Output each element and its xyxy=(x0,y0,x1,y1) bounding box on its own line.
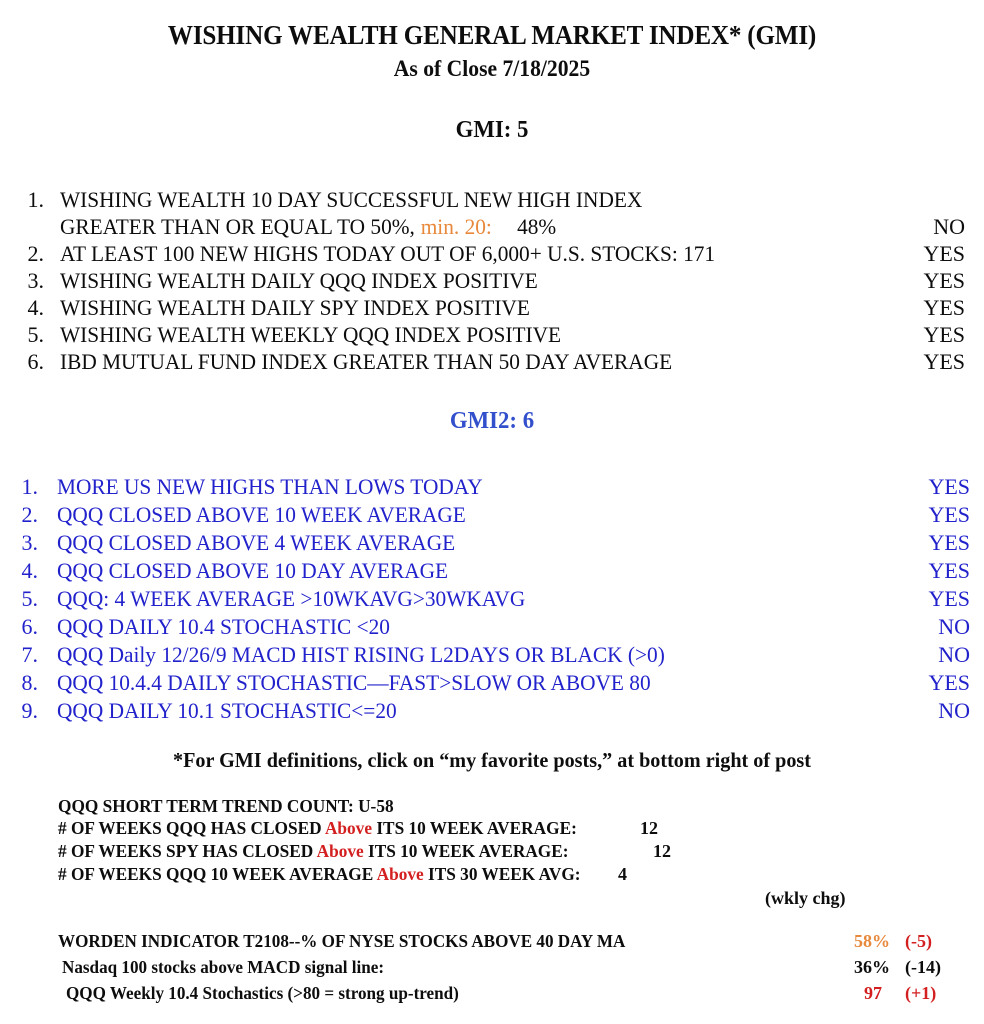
report-header xyxy=(0,20,984,84)
list-item-answer: YES xyxy=(928,670,970,695)
list-item-number: 3. xyxy=(27,268,44,293)
list-item-answer: NO xyxy=(938,642,970,667)
worden-indicator-change: (-5) xyxy=(905,931,932,951)
weeks-qqq-value: 12 xyxy=(640,818,658,838)
list-item-answer: YES xyxy=(923,322,965,347)
page-subtitle: As of Close 7/18/2025 xyxy=(393,56,591,81)
qqq-weekly-stochastics-change: (+1) xyxy=(905,983,937,1003)
list-item xyxy=(0,669,984,697)
page-title: WISHING WEALTH GENERAL MARKET INDEX* (GMI) xyxy=(167,20,817,50)
list-item-number: 6. xyxy=(21,614,38,639)
above-highlight: Above xyxy=(376,864,424,884)
weeks-spy-prefix: # OF WEEKS SPY HAS CLOSED xyxy=(58,841,317,861)
gmi-criteria-list xyxy=(0,186,984,375)
list-item-answer: NO xyxy=(933,214,965,239)
indicator-row xyxy=(0,928,984,954)
list-item-number: 9. xyxy=(21,698,38,723)
list-item xyxy=(0,697,984,725)
nasdaq-macd-label: Nasdaq 100 stocks above MACD signal line: xyxy=(62,957,385,977)
gmi2-score: GMI2: 6 xyxy=(449,408,535,434)
list-item-number: 5. xyxy=(21,586,38,611)
list-item-answer: YES xyxy=(928,474,970,499)
indicator-row xyxy=(0,954,984,980)
weeks-qqq-suffix: ITS 10 WEEK AVERAGE: xyxy=(371,818,577,838)
list-item-number: 4. xyxy=(27,295,44,320)
gmi-definitions-footnote: *For GMI definitions, click on “my favorite posts,” at bottom right of post xyxy=(172,748,811,772)
list-item-label: AT LEAST 100 NEW HIGHS TODAY OUT OF 6,000+ U.S. STOCKS: 171 xyxy=(60,241,716,266)
list-item-number: 2. xyxy=(27,241,44,266)
list-item-answer: YES xyxy=(923,241,965,266)
trend-count-row xyxy=(0,795,984,817)
list-item-label: QQQ CLOSED ABOVE 4 WEEK AVERAGE xyxy=(57,530,456,555)
list-item-label: QQQ 10.4.4 DAILY STOCHASTIC—FAST>SLOW OR ABOVE 80 xyxy=(57,670,651,695)
list-item-label: QQQ Daily 12/26/9 MACD HIST RISING L2DAYS OR BLACK (>0) xyxy=(57,642,665,667)
weeks-qqq-10wk-value: 4 xyxy=(618,864,627,884)
weeks-spy-row xyxy=(0,840,984,863)
continuation-highlight: min. 20: xyxy=(420,214,492,239)
list-item xyxy=(0,294,984,321)
weeks-qqq-10wk-label xyxy=(58,863,581,886)
list-item-label: QQQ CLOSED ABOVE 10 DAY AVERAGE xyxy=(57,558,449,583)
list-item-label: QQQ CLOSED ABOVE 10 WEEK AVERAGE xyxy=(57,502,466,527)
list-item-label: WISHING WEALTH DAILY SPY INDEX POSITIVE xyxy=(60,295,530,320)
above-highlight: Above xyxy=(324,818,372,838)
gmi2-criteria-list xyxy=(0,473,984,725)
list-item xyxy=(0,473,984,501)
list-item-number: 2. xyxy=(21,502,38,527)
list-item xyxy=(0,613,984,641)
list-item-answer: YES xyxy=(923,349,965,374)
list-item xyxy=(0,585,984,613)
list-item-label: QQQ DAILY 10.1 STOCHASTIC<=20 xyxy=(57,698,397,723)
list-item-number: 6. xyxy=(27,349,44,374)
list-item-answer: NO xyxy=(938,698,970,723)
indicator-row xyxy=(0,980,984,1006)
weeks-qqq-row xyxy=(0,817,984,840)
list-item-label: MORE US NEW HIGHS THAN LOWS TODAY xyxy=(57,474,483,499)
gmi-score: GMI: 5 xyxy=(455,117,529,143)
list-item-answer: YES xyxy=(928,502,970,527)
list-item-answer: YES xyxy=(928,586,970,611)
list-item xyxy=(0,240,984,267)
short-term-trend-count: QQQ SHORT TERM TREND COUNT: U-58 xyxy=(58,796,394,816)
list-item-number: 7. xyxy=(21,642,38,667)
list-item xyxy=(0,186,984,213)
weeks-spy-suffix: ITS 10 WEEK AVERAGE: xyxy=(363,841,569,861)
list-item-number: 4. xyxy=(21,558,38,583)
trend-summary-block xyxy=(0,795,984,886)
list-item-label: WISHING WEALTH DAILY QQQ INDEX POSITIVE xyxy=(60,268,538,293)
weeks-qqq-label xyxy=(58,817,577,840)
list-item xyxy=(0,267,984,294)
weeks-qqq-prefix: # OF WEEKS QQQ HAS CLOSED xyxy=(58,818,325,838)
list-item-label: QQQ DAILY 10.4 STOCHASTIC <20 xyxy=(57,614,390,639)
list-item-label: IBD MUTUAL FUND INDEX GREATER THAN 50 DAY AVERAGE xyxy=(60,349,673,374)
list-item-label: WISHING WEALTH 10 DAY SUCCESSFUL NEW HIGH INDEX xyxy=(60,187,643,212)
list-item-label: WISHING WEALTH WEEKLY QQQ INDEX POSITIVE xyxy=(60,322,562,347)
indicator-block xyxy=(0,928,984,1006)
list-item-answer: YES xyxy=(923,295,965,320)
list-item-number: 1. xyxy=(27,187,44,212)
list-item-answer: NO xyxy=(938,614,970,639)
weekly-change-header: (wkly chg) xyxy=(765,888,846,908)
worden-indicator-label: WORDEN INDICATOR T2108--% OF NYSE STOCKS ABOVE 40 DAY MA xyxy=(58,931,626,951)
above-highlight: Above xyxy=(316,841,364,861)
continuation-prefix: GREATER THAN OR EQUAL TO 50%, xyxy=(60,214,415,239)
list-item xyxy=(0,348,984,375)
weeks-spy-value: 12 xyxy=(653,841,671,861)
weeks-spy-label xyxy=(58,840,569,863)
list-item-number: 5. xyxy=(27,322,44,347)
list-item-label: QQQ: 4 WEEK AVERAGE >10WKAVG>30WKAVG xyxy=(57,586,526,611)
qqq-weekly-stochastics-value: 97 xyxy=(864,983,882,1003)
list-item xyxy=(0,529,984,557)
nasdaq-macd-change: (-14) xyxy=(905,957,941,977)
list-item-number: 1. xyxy=(21,474,38,499)
qqq-weekly-stochastics-label: QQQ Weekly 10.4 Stochastics (>80 = strong up-trend) xyxy=(66,983,459,1003)
continuation-value: 48% xyxy=(517,214,557,239)
list-item xyxy=(0,641,984,669)
list-item-answer: YES xyxy=(928,558,970,583)
worden-indicator-value: 58% xyxy=(854,931,890,951)
list-item xyxy=(0,501,984,529)
list-item-answer: YES xyxy=(928,530,970,555)
list-item xyxy=(0,321,984,348)
list-item-continuation xyxy=(0,213,984,240)
list-item-continuation-text xyxy=(60,213,556,240)
list-item-number: 8. xyxy=(21,670,38,695)
weeks-qqq-10wk-row xyxy=(0,863,984,886)
list-item xyxy=(0,557,984,585)
list-item-number: 3. xyxy=(21,530,38,555)
weeks-qqq-10wk-prefix: # OF WEEKS QQQ 10 WEEK AVERAGE xyxy=(58,864,377,884)
weeks-qqq-10wk-suffix: ITS 30 WEEK AVG: xyxy=(423,864,581,884)
list-item-answer: YES xyxy=(923,268,965,293)
nasdaq-macd-value: 36% xyxy=(854,957,890,977)
